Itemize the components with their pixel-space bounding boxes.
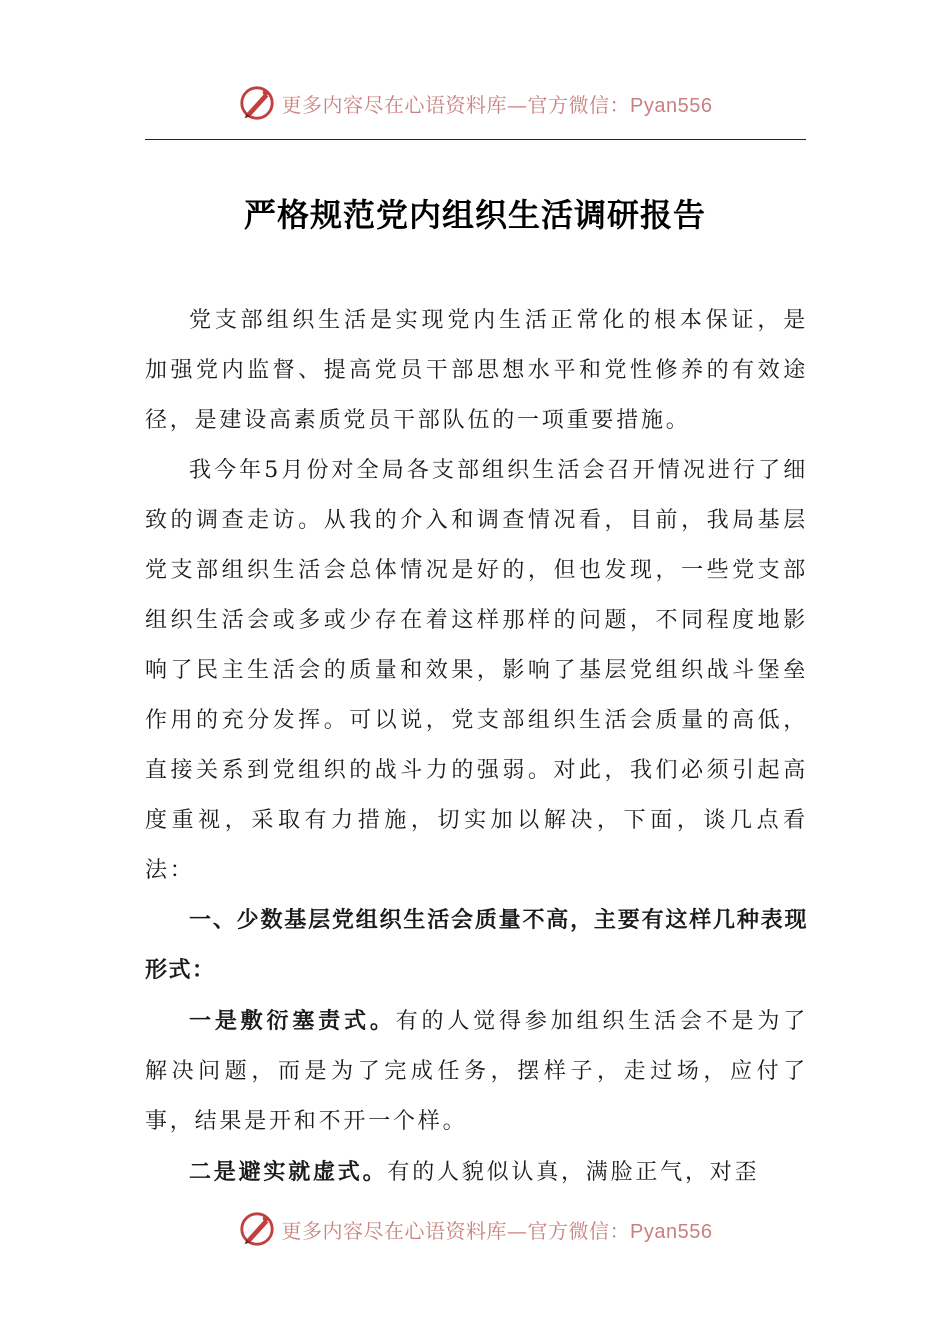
header-banner [0,83,950,123]
document-body [145,296,808,1198]
paragraph: 党支部组织生活是实现党内生活正常化的根本保证，是加强党内监督、提高党员干部思想水平和党性修养的有效途径，是建设高素质党员干部队伍的一项重要措施。 [145,308,808,433]
header-divider [145,139,806,140]
section-heading: 一、少数基层党组织生活会质量不高，主要有这样几种表现形式： [145,908,808,983]
paragraph-lead: 一是敷衍塞责式。 [189,1008,396,1034]
banner-text: 更多内容尽在心语资料库—官方微信：Pyan556 [281,1218,713,1243]
paragraph-body: 有的人觉得参加组织生活会不是为了解决问题，而是为了完成任务，摆样子，走过场，应付了事，结果是开和不开一个样。 [145,1009,808,1134]
paragraph [145,996,808,1147]
wechat-id: Pyan556 [630,94,713,117]
pen-circle-logo-icon [238,1210,276,1248]
paragraph-body: 有的人貌似认真，满脸正气，对歪 [387,1160,760,1185]
banner-text: 更多内容尽在心语资料库—官方微信：Pyan556 [281,92,713,117]
pen-circle-logo-icon [238,84,276,122]
paragraph [145,1147,808,1198]
document-title: 严格规范党内组织生活调研报告 [243,196,706,234]
paragraph-lead: 二是避实就虚式。 [189,1159,388,1185]
footer-banner [0,1209,950,1249]
wechat-id: Pyan556 [630,1220,713,1243]
paragraph: 我今年5月份对全局各支部组织生活会召开情况进行了细致的调查走访。从我的介入和调查情况看，目前，我局基层党支部组织生活会总体情况是好的，但也发现，一些党支部组织生活会或多或少存在着这样那样的问题，不同程度地影响了民主生活会的质量和效果，影响了基层党组织战斗堡垒作用的充分发挥。可以说，党支部组织生活会质量的高低，直接关系到党组织的战斗力的强弱。对此，我们必须引起高度重视，采取有力措施，切实加以解决，下面，谈几点看法： [145,458,808,883]
